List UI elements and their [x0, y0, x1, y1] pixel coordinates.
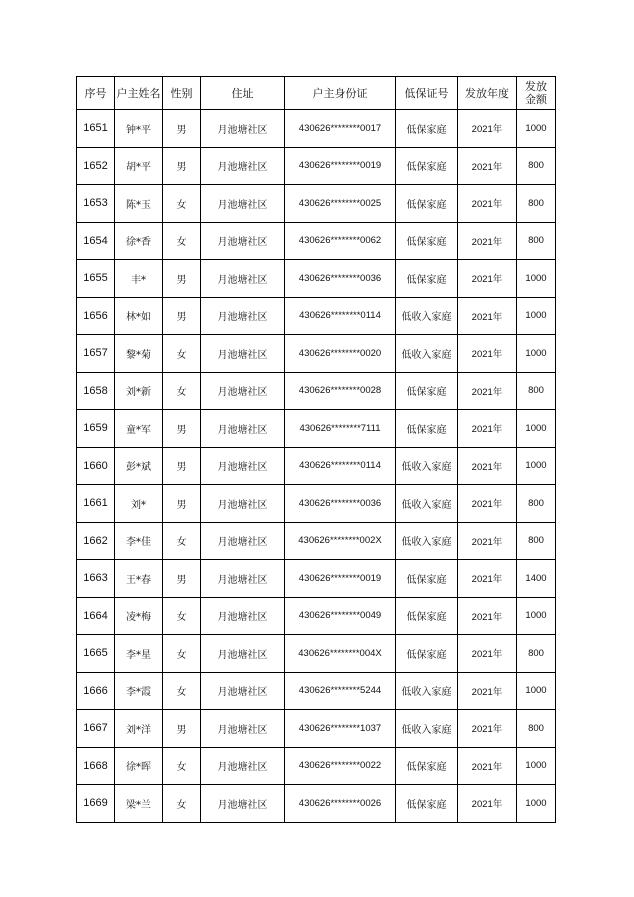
cell-cert: 低保家庭: [396, 560, 458, 598]
cell-name: 黎*菊: [115, 335, 163, 373]
cell-amount: 1000: [517, 335, 556, 373]
cell-amount: 800: [517, 147, 556, 185]
cell-index: 1654: [77, 222, 115, 260]
cell-amount: 1000: [517, 110, 556, 148]
cell-year: 2021年: [458, 597, 517, 635]
cell-address: 月池塘社区: [201, 485, 285, 523]
cell-year: 2021年: [458, 110, 517, 148]
cell-index: 1666: [77, 672, 115, 710]
table-row: [77, 335, 556, 373]
cell-address: 月池塘社区: [201, 522, 285, 560]
cell-id-card: 430626********0036: [285, 260, 396, 298]
table-row: [77, 185, 556, 223]
cell-index: 1652: [77, 147, 115, 185]
cell-year: 2021年: [458, 147, 517, 185]
cell-id-card: 430626********0036: [285, 485, 396, 523]
cell-address: 月池塘社区: [201, 672, 285, 710]
table-row: [77, 447, 556, 485]
cell-address: 月池塘社区: [201, 335, 285, 373]
cell-gender: 女: [163, 335, 201, 373]
cell-address: 月池塘社区: [201, 185, 285, 223]
cell-name: 王*春: [115, 560, 163, 598]
cell-year: 2021年: [458, 785, 517, 823]
cell-index: 1663: [77, 560, 115, 598]
cell-name: 丰*: [115, 260, 163, 298]
cell-index: 1653: [77, 185, 115, 223]
cell-address: 月池塘社区: [201, 260, 285, 298]
table-row: [77, 597, 556, 635]
cell-year: 2021年: [458, 185, 517, 223]
cell-year: 2021年: [458, 372, 517, 410]
cell-id-card: 430626********0025: [285, 185, 396, 223]
cell-id-card: 430626********0062: [285, 222, 396, 260]
cell-year: 2021年: [458, 485, 517, 523]
header-cert: 低保证号: [396, 77, 458, 110]
table-row: [77, 410, 556, 448]
cell-year: 2021年: [458, 710, 517, 748]
cell-year: 2021年: [458, 672, 517, 710]
cell-amount: 800: [517, 635, 556, 673]
cell-id-card: 430626********0114: [285, 297, 396, 335]
cell-cert: 低收入家庭: [396, 485, 458, 523]
cell-gender: 女: [163, 222, 201, 260]
cell-cert: 低保家庭: [396, 260, 458, 298]
cell-amount: 800: [517, 710, 556, 748]
cell-cert: 低保家庭: [396, 372, 458, 410]
cell-gender: 女: [163, 597, 201, 635]
cell-year: 2021年: [458, 522, 517, 560]
header-amount-line2: 金额: [525, 93, 547, 106]
relief-table: [76, 76, 556, 823]
cell-id-card: 430626********002X: [285, 522, 396, 560]
cell-id-card: 430626********004X: [285, 635, 396, 673]
cell-index: 1667: [77, 710, 115, 748]
cell-amount: 800: [517, 185, 556, 223]
cell-amount: 800: [517, 522, 556, 560]
header-amount-line1: 发放: [525, 80, 547, 93]
table-row: [77, 747, 556, 785]
cell-id-card: 430626********0049: [285, 597, 396, 635]
header-address: 住址: [201, 77, 285, 110]
cell-gender: 男: [163, 560, 201, 598]
cell-cert: 低保家庭: [396, 410, 458, 448]
cell-amount: 1400: [517, 560, 556, 598]
cell-year: 2021年: [458, 560, 517, 598]
cell-index: 1662: [77, 522, 115, 560]
cell-name: 徐*香: [115, 222, 163, 260]
cell-gender: 男: [163, 297, 201, 335]
cell-cert: 低收入家庭: [396, 297, 458, 335]
cell-year: 2021年: [458, 410, 517, 448]
cell-id-card: 430626********0114: [285, 447, 396, 485]
cell-id-card: 430626********1037: [285, 710, 396, 748]
cell-gender: 男: [163, 410, 201, 448]
cell-name: 刘*: [115, 485, 163, 523]
cell-year: 2021年: [458, 447, 517, 485]
cell-id-card: 430626********5244: [285, 672, 396, 710]
cell-amount: 1000: [517, 597, 556, 635]
cell-amount: 1000: [517, 785, 556, 823]
cell-amount: 800: [517, 485, 556, 523]
cell-address: 月池塘社区: [201, 222, 285, 260]
cell-id-card: 430626********0022: [285, 747, 396, 785]
cell-gender: 男: [163, 110, 201, 148]
table-body: [77, 110, 556, 823]
cell-cert: 低保家庭: [396, 110, 458, 148]
cell-address: 月池塘社区: [201, 785, 285, 823]
cell-cert: 低保家庭: [396, 185, 458, 223]
cell-name: 刘*洋: [115, 710, 163, 748]
cell-cert: 低收入家庭: [396, 335, 458, 373]
cell-index: 1661: [77, 485, 115, 523]
table-row: [77, 635, 556, 673]
cell-id-card: 430626********0017: [285, 110, 396, 148]
cell-name: 徐*晖: [115, 747, 163, 785]
cell-gender: 女: [163, 372, 201, 410]
cell-cert: 低收入家庭: [396, 447, 458, 485]
cell-name: 梁*兰: [115, 785, 163, 823]
cell-index: 1669: [77, 785, 115, 823]
cell-gender: 男: [163, 447, 201, 485]
cell-cert: 低保家庭: [396, 747, 458, 785]
cell-index: 1668: [77, 747, 115, 785]
cell-address: 月池塘社区: [201, 560, 285, 598]
cell-year: 2021年: [458, 222, 517, 260]
cell-index: 1657: [77, 335, 115, 373]
cell-index: 1651: [77, 110, 115, 148]
cell-name: 林*如: [115, 297, 163, 335]
cell-index: 1665: [77, 635, 115, 673]
cell-id-card: 430626********0019: [285, 147, 396, 185]
table-row: [77, 372, 556, 410]
cell-amount: 1000: [517, 260, 556, 298]
cell-year: 2021年: [458, 297, 517, 335]
cell-gender: 女: [163, 185, 201, 223]
cell-cert: 低保家庭: [396, 635, 458, 673]
cell-address: 月池塘社区: [201, 597, 285, 635]
cell-name: 彭*斌: [115, 447, 163, 485]
cell-id-card: 430626********0019: [285, 560, 396, 598]
cell-amount: 800: [517, 372, 556, 410]
cell-amount: 800: [517, 222, 556, 260]
table-row: [77, 485, 556, 523]
cell-cert: 低保家庭: [396, 785, 458, 823]
cell-cert: 低收入家庭: [396, 672, 458, 710]
cell-name: 李*霞: [115, 672, 163, 710]
cell-cert: 低保家庭: [396, 147, 458, 185]
cell-index: 1658: [77, 372, 115, 410]
cell-index: 1655: [77, 260, 115, 298]
cell-gender: 女: [163, 747, 201, 785]
table-row: [77, 710, 556, 748]
table-row: [77, 147, 556, 185]
cell-cert: 低收入家庭: [396, 710, 458, 748]
table-row: [77, 522, 556, 560]
cell-id-card: 430626********0020: [285, 335, 396, 373]
cell-amount: 1000: [517, 672, 556, 710]
cell-index: 1659: [77, 410, 115, 448]
cell-index: 1656: [77, 297, 115, 335]
table-row: [77, 110, 556, 148]
cell-amount: 1000: [517, 447, 556, 485]
cell-name: 胡*平: [115, 147, 163, 185]
cell-name: 李*佳: [115, 522, 163, 560]
cell-year: 2021年: [458, 335, 517, 373]
table-row: [77, 260, 556, 298]
table-row: [77, 222, 556, 260]
cell-gender: 男: [163, 147, 201, 185]
cell-cert: 低保家庭: [396, 222, 458, 260]
cell-year: 2021年: [458, 635, 517, 673]
cell-gender: 女: [163, 522, 201, 560]
cell-address: 月池塘社区: [201, 147, 285, 185]
header-index: 序号: [77, 77, 115, 110]
cell-gender: 女: [163, 785, 201, 823]
cell-address: 月池塘社区: [201, 447, 285, 485]
cell-gender: 女: [163, 635, 201, 673]
cell-name: 钟*平: [115, 110, 163, 148]
cell-name: 陈*玉: [115, 185, 163, 223]
cell-cert: 低收入家庭: [396, 522, 458, 560]
cell-index: 1660: [77, 447, 115, 485]
header-id-card: 户主身份证: [285, 77, 396, 110]
cell-year: 2021年: [458, 747, 517, 785]
cell-name: 李*星: [115, 635, 163, 673]
cell-name: 童*军: [115, 410, 163, 448]
cell-address: 月池塘社区: [201, 110, 285, 148]
cell-gender: 女: [163, 672, 201, 710]
cell-id-card: 430626********7111: [285, 410, 396, 448]
cell-gender: 男: [163, 260, 201, 298]
cell-id-card: 430626********0026: [285, 785, 396, 823]
header-name: 户主姓名: [115, 77, 163, 110]
cell-gender: 男: [163, 710, 201, 748]
table-row: [77, 672, 556, 710]
cell-name: 刘*新: [115, 372, 163, 410]
cell-address: 月池塘社区: [201, 710, 285, 748]
cell-cert: 低保家庭: [396, 597, 458, 635]
cell-id-card: 430626********0028: [285, 372, 396, 410]
cell-amount: 1000: [517, 747, 556, 785]
table-row: [77, 785, 556, 823]
table-row: [77, 560, 556, 598]
cell-name: 凌*梅: [115, 597, 163, 635]
cell-amount: 1000: [517, 297, 556, 335]
cell-address: 月池塘社区: [201, 372, 285, 410]
cell-index: 1664: [77, 597, 115, 635]
header-year: 发放年度: [458, 77, 517, 110]
cell-address: 月池塘社区: [201, 410, 285, 448]
header-amount: [517, 77, 556, 110]
cell-address: 月池塘社区: [201, 747, 285, 785]
cell-amount: 1000: [517, 410, 556, 448]
cell-address: 月池塘社区: [201, 635, 285, 673]
table-row: [77, 297, 556, 335]
header-gender: 性别: [163, 77, 201, 110]
cell-year: 2021年: [458, 260, 517, 298]
cell-address: 月池塘社区: [201, 297, 285, 335]
cell-gender: 男: [163, 485, 201, 523]
header-row: [77, 77, 556, 110]
